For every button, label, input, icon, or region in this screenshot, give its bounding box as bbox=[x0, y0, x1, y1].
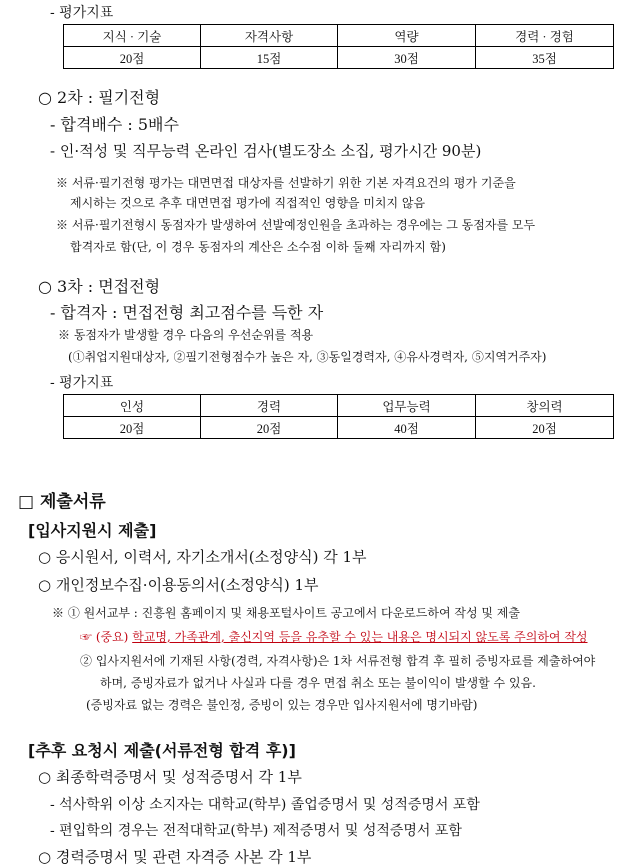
table-header-row bbox=[64, 395, 614, 417]
doc-item-4: ○ 경력증명서 및 관련 자격증 사본 각 1부 bbox=[38, 848, 312, 866]
stage3-note: ※ 동점자가 발생할 경우 다음의 우선순위를 적용 bbox=[58, 328, 314, 342]
note-evidence-3: (증빙자료 없는 경력은 불인정, 증빙이 있는 경우만 입사지원서에 명기바람) bbox=[86, 698, 478, 712]
stage2-multiple: - 합격배수 : 5배수 bbox=[50, 115, 179, 134]
table-cell: 20점 bbox=[476, 417, 614, 439]
table-cell: 35점 bbox=[476, 47, 614, 69]
table-header-cell: 인성 bbox=[64, 395, 201, 417]
table-row bbox=[64, 47, 614, 69]
note-important bbox=[80, 628, 588, 645]
note-2-line-1: ※ 서류·필기전형시 동점자가 발생하여 선발예정인원을 초과하는 경우에는 그 동점자를 모두 bbox=[56, 218, 536, 232]
table-row bbox=[64, 417, 614, 439]
table-header-cell: 역량 bbox=[338, 25, 476, 47]
important-text: 학교명, 가족관계, 출신지역 등을 유추할 수 있는 내용은 명시되지 않도록 주의하여 작성 bbox=[132, 630, 588, 644]
eval-table-2 bbox=[63, 394, 614, 439]
note-evidence-2: 하며, 증빙자료가 없거나 사실과 다를 경우 면접 취소 또는 불이익이 발생할 수 있음. bbox=[100, 676, 536, 690]
subsection-on-application: [입사지원시 제출] bbox=[28, 521, 157, 540]
table-header-cell: 창의력 bbox=[476, 395, 614, 417]
table-header-cell: 지식 · 기술 bbox=[64, 25, 201, 47]
doc-item-3: ○ 최종학력증명서 및 성적증명서 각 1부 bbox=[38, 768, 302, 786]
stage3-title: ○ 3차 : 면접전형 bbox=[38, 277, 161, 296]
stage2-title: ○ 2차 : 필기전형 bbox=[38, 88, 161, 107]
table-cell: 40점 bbox=[338, 417, 476, 439]
note-download: ※ ① 원서교부 : 진흥원 홈페이지 및 채용포털사이트 공고에서 다운로드하여 작성 및 제출 bbox=[52, 606, 520, 620]
doc-item-1: ○ 응시원서, 이력서, 자기소개서(소정양식) 각 1부 bbox=[38, 548, 367, 566]
table-cell: 30점 bbox=[338, 47, 476, 69]
note-2-line-2: 합격자로 함(단, 이 경우 동점자의 계산은 소수점 이하 둘째 자리까지 함) bbox=[70, 240, 446, 254]
doc-item-3b: - 편입학의 경우는 전적대학교(학부) 제적증명서 및 성적증명서 포함 bbox=[50, 823, 462, 839]
note-1-line-2: 제시하는 것으로 추후 대면면접 평가에 직접적인 영향을 미치지 않음 bbox=[70, 196, 426, 210]
note-evidence-1: ② 입사지원서에 기재된 사항(경력, 자격사항)은 1차 서류전형 합격 후 필히 증빙자료를 제출하여야 bbox=[80, 654, 596, 668]
table-cell: 15점 bbox=[201, 47, 338, 69]
table-header-row bbox=[64, 25, 614, 47]
eval-table-1 bbox=[63, 24, 614, 69]
section-title-documents: □ 제출서류 bbox=[18, 492, 106, 512]
table-header-cell: 경력 bbox=[201, 395, 338, 417]
table-cell: 20점 bbox=[64, 417, 201, 439]
stage2-test: - 인·적성 및 직무능력 온라인 검사(별도장소 소집, 평가시간 90분) bbox=[50, 142, 482, 160]
subsection-on-request: [추후 요청시 제출(서류전형 합격 후)] bbox=[28, 741, 296, 760]
stage3-priority: (①취업지원대상자, ②필기전형점수가 높은 자, ③동일경력자, ④유사경력자, ⑤지역거주자) bbox=[68, 350, 547, 364]
note-1-line-1: ※ 서류·필기전형 평가는 대면면접 대상자를 선발하기 위한 기본 자격요건의 평가 기준을 bbox=[56, 176, 516, 190]
eval-indicator-label: - 평가지표 bbox=[50, 5, 114, 21]
table-header-cell: 경력 · 경험 bbox=[476, 25, 614, 47]
table-cell: 20점 bbox=[201, 417, 338, 439]
doc-item-2: ○ 개인정보수집·이용동의서(소정양식) 1부 bbox=[38, 576, 319, 594]
eval-indicator-label-2: - 평가지표 bbox=[50, 375, 114, 391]
table-cell: 20점 bbox=[64, 47, 201, 69]
table-header-cell: 업무능력 bbox=[338, 395, 476, 417]
important-mark: ☞ (중요) bbox=[80, 630, 129, 644]
table-header-cell: 자격사항 bbox=[201, 25, 338, 47]
doc-item-3a: - 석사학위 이상 소지자는 대학교(학부) 졸업증명서 및 성적증명서 포함 bbox=[50, 797, 480, 813]
stage3-pass: - 합격자 : 면접전형 최고점수를 득한 자 bbox=[50, 303, 324, 322]
